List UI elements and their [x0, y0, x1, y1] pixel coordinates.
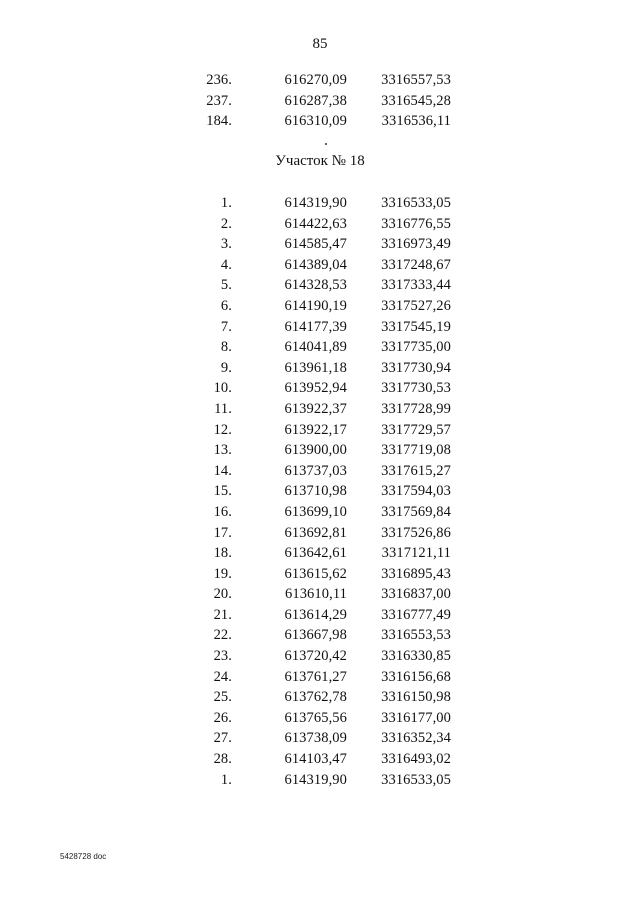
- x-coordinate: 613738,09: [284, 730, 347, 747]
- coordinate-row: [190, 564, 451, 585]
- y-coordinate: 3317526,86: [381, 524, 451, 541]
- coordinate-row: [190, 770, 451, 791]
- stray-dot: [325, 143, 327, 145]
- point-number: 26.: [213, 709, 232, 726]
- coordinate-row: [190, 337, 451, 358]
- x-coordinate: 614190,19: [284, 297, 347, 314]
- point-number: 11.: [214, 400, 232, 417]
- y-coordinate: 3316177,00: [381, 709, 451, 726]
- coordinate-row: [190, 111, 451, 132]
- coordinate-row: [190, 420, 451, 441]
- coordinate-row: [190, 378, 451, 399]
- point-number: 20.: [213, 586, 232, 603]
- previous-coordinates-table: [190, 70, 451, 132]
- y-coordinate: 3317527,26: [381, 297, 451, 314]
- x-coordinate: 613720,42: [284, 648, 347, 665]
- y-coordinate: 3317333,44: [381, 277, 451, 294]
- point-number: 7.: [220, 318, 232, 335]
- section-coordinates-body: [190, 193, 451, 790]
- coordinate-row: [190, 193, 451, 214]
- point-number: 6.: [220, 297, 232, 314]
- point-number: 21.: [213, 606, 232, 623]
- coordinate-row: [190, 255, 451, 276]
- point-number: 24.: [213, 668, 232, 685]
- point-number: 23.: [213, 648, 232, 665]
- coordinate-row: [190, 440, 451, 461]
- x-coordinate: 613610,11: [285, 586, 347, 603]
- y-coordinate: 3316973,49: [381, 236, 451, 253]
- y-coordinate: 3316557,53: [381, 72, 451, 88]
- x-coordinate: 613900,00: [284, 442, 347, 459]
- coordinate-row: [190, 317, 451, 338]
- point-number: 22.: [213, 627, 232, 644]
- point-number: 2.: [220, 215, 232, 232]
- x-coordinate: 614177,39: [284, 318, 347, 335]
- y-coordinate: 3317730,53: [381, 380, 451, 397]
- y-coordinate: 3316533,05: [381, 195, 451, 211]
- y-coordinate: 3316533,05: [381, 771, 451, 788]
- x-coordinate: 613922,37: [284, 400, 347, 417]
- point-number: 236.: [206, 72, 232, 88]
- x-coordinate: 613765,56: [284, 709, 347, 726]
- coordinate-row: [190, 399, 451, 420]
- x-coordinate: 613667,98: [284, 627, 347, 644]
- coordinate-row: [190, 275, 451, 296]
- point-number: 19.: [213, 565, 232, 582]
- coordinate-row: [190, 605, 451, 626]
- coordinate-row: [190, 70, 451, 91]
- section-title: Участок № 18: [275, 153, 365, 169]
- point-number: 5.: [220, 277, 232, 294]
- x-coordinate: 614389,04: [284, 256, 347, 273]
- x-coordinate: 613737,03: [284, 462, 347, 479]
- x-coordinate: 614422,63: [284, 215, 347, 232]
- x-coordinate: 614103,47: [284, 751, 347, 768]
- point-number: 184.: [206, 113, 232, 130]
- coordinate-row: [190, 523, 451, 544]
- point-number: 13.: [213, 442, 232, 459]
- x-coordinate: 613761,27: [284, 668, 347, 685]
- coordinate-row: [190, 214, 451, 235]
- x-coordinate: 616287,38: [284, 92, 347, 109]
- x-coordinate: 613762,78: [284, 689, 347, 706]
- x-coordinate: 613922,17: [284, 421, 347, 438]
- y-coordinate: 3317719,08: [381, 442, 451, 459]
- coordinate-row: [190, 584, 451, 605]
- point-number: 4.: [220, 256, 232, 273]
- coordinate-row: [190, 481, 451, 502]
- y-coordinate: 3316545,28: [381, 92, 451, 109]
- x-coordinate: 613615,62: [284, 565, 347, 582]
- point-number: 12.: [213, 421, 232, 438]
- y-coordinate: 3316553,53: [381, 627, 451, 644]
- x-coordinate: 614319,90: [284, 195, 347, 211]
- x-coordinate: 614585,47: [284, 236, 347, 253]
- y-coordinate: 3317730,94: [381, 359, 451, 376]
- x-coordinate: 614328,53: [284, 277, 347, 294]
- coordinate-row: [190, 91, 451, 112]
- y-coordinate: 3316330,85: [381, 648, 451, 665]
- x-coordinate: 613692,81: [284, 524, 347, 541]
- point-number: 1.: [220, 195, 232, 211]
- coordinate-row: [190, 646, 451, 667]
- y-coordinate: 3316895,43: [381, 565, 451, 582]
- coordinate-row: [190, 543, 451, 564]
- footer-file-reference: 5428728 doc: [60, 852, 107, 861]
- point-number: 28.: [213, 751, 232, 768]
- x-coordinate: 616270,09: [284, 72, 347, 88]
- x-coordinate: 614041,89: [284, 339, 347, 356]
- y-coordinate: 3316837,00: [381, 586, 451, 603]
- y-coordinate: 3317594,03: [381, 483, 451, 500]
- point-number: 14.: [213, 462, 232, 479]
- y-coordinate: 3316156,68: [381, 668, 451, 685]
- y-coordinate: 3316352,34: [381, 730, 451, 747]
- point-number: 18.: [213, 545, 232, 562]
- point-number: 25.: [213, 689, 232, 706]
- y-coordinate: 3317735,00: [381, 339, 451, 356]
- coordinate-row: [190, 358, 451, 379]
- x-coordinate: 613710,98: [284, 483, 347, 500]
- y-coordinate: 3317729,57: [381, 421, 451, 438]
- point-number: 8.: [220, 339, 232, 356]
- y-coordinate: 3317569,84: [381, 503, 451, 520]
- y-coordinate: 3317728,99: [381, 400, 451, 417]
- coordinate-row: [190, 234, 451, 255]
- y-coordinate: 3317615,27: [381, 462, 451, 479]
- x-coordinate: 613952,94: [284, 380, 347, 397]
- page-number: 85: [312, 36, 328, 52]
- point-number: 10.: [213, 380, 232, 397]
- y-coordinate: 3316776,55: [381, 215, 451, 232]
- coordinate-row: [190, 749, 451, 770]
- coordinate-row: [190, 296, 451, 317]
- x-coordinate: 614319,90: [284, 771, 347, 788]
- point-number: 1.: [220, 771, 232, 788]
- y-coordinate: 3316150,98: [381, 689, 451, 706]
- point-number: 15.: [213, 483, 232, 500]
- coordinate-row: [190, 625, 451, 646]
- x-coordinate: 613699,10: [284, 503, 347, 520]
- y-coordinate: 3317545,19: [381, 318, 451, 335]
- coordinate-row: [190, 502, 451, 523]
- y-coordinate: 3316536,11: [381, 113, 451, 130]
- point-number: 9.: [220, 359, 232, 376]
- coordinate-row: [190, 461, 451, 482]
- point-number: 237.: [206, 92, 232, 109]
- coordinate-row: [190, 708, 451, 729]
- x-coordinate: 613961,18: [284, 359, 347, 376]
- coordinate-row: [190, 728, 451, 749]
- y-coordinate: 3317121,11: [381, 545, 451, 562]
- coordinate-row: [190, 667, 451, 688]
- previous-coordinates-body: [190, 70, 451, 132]
- point-number: 17.: [213, 524, 232, 541]
- x-coordinate: 613614,29: [284, 606, 347, 623]
- point-number: 16.: [213, 503, 232, 520]
- y-coordinate: 3316777,49: [381, 606, 451, 623]
- x-coordinate: 613642,61: [284, 545, 347, 562]
- point-number: 27.: [213, 730, 232, 747]
- section-coordinates-table: [190, 193, 451, 790]
- y-coordinate: 3316493,02: [381, 751, 451, 768]
- point-number: 3.: [220, 236, 232, 253]
- y-coordinate: 3317248,67: [381, 256, 451, 273]
- coordinate-row: [190, 687, 451, 708]
- x-coordinate: 616310,09: [284, 113, 347, 130]
